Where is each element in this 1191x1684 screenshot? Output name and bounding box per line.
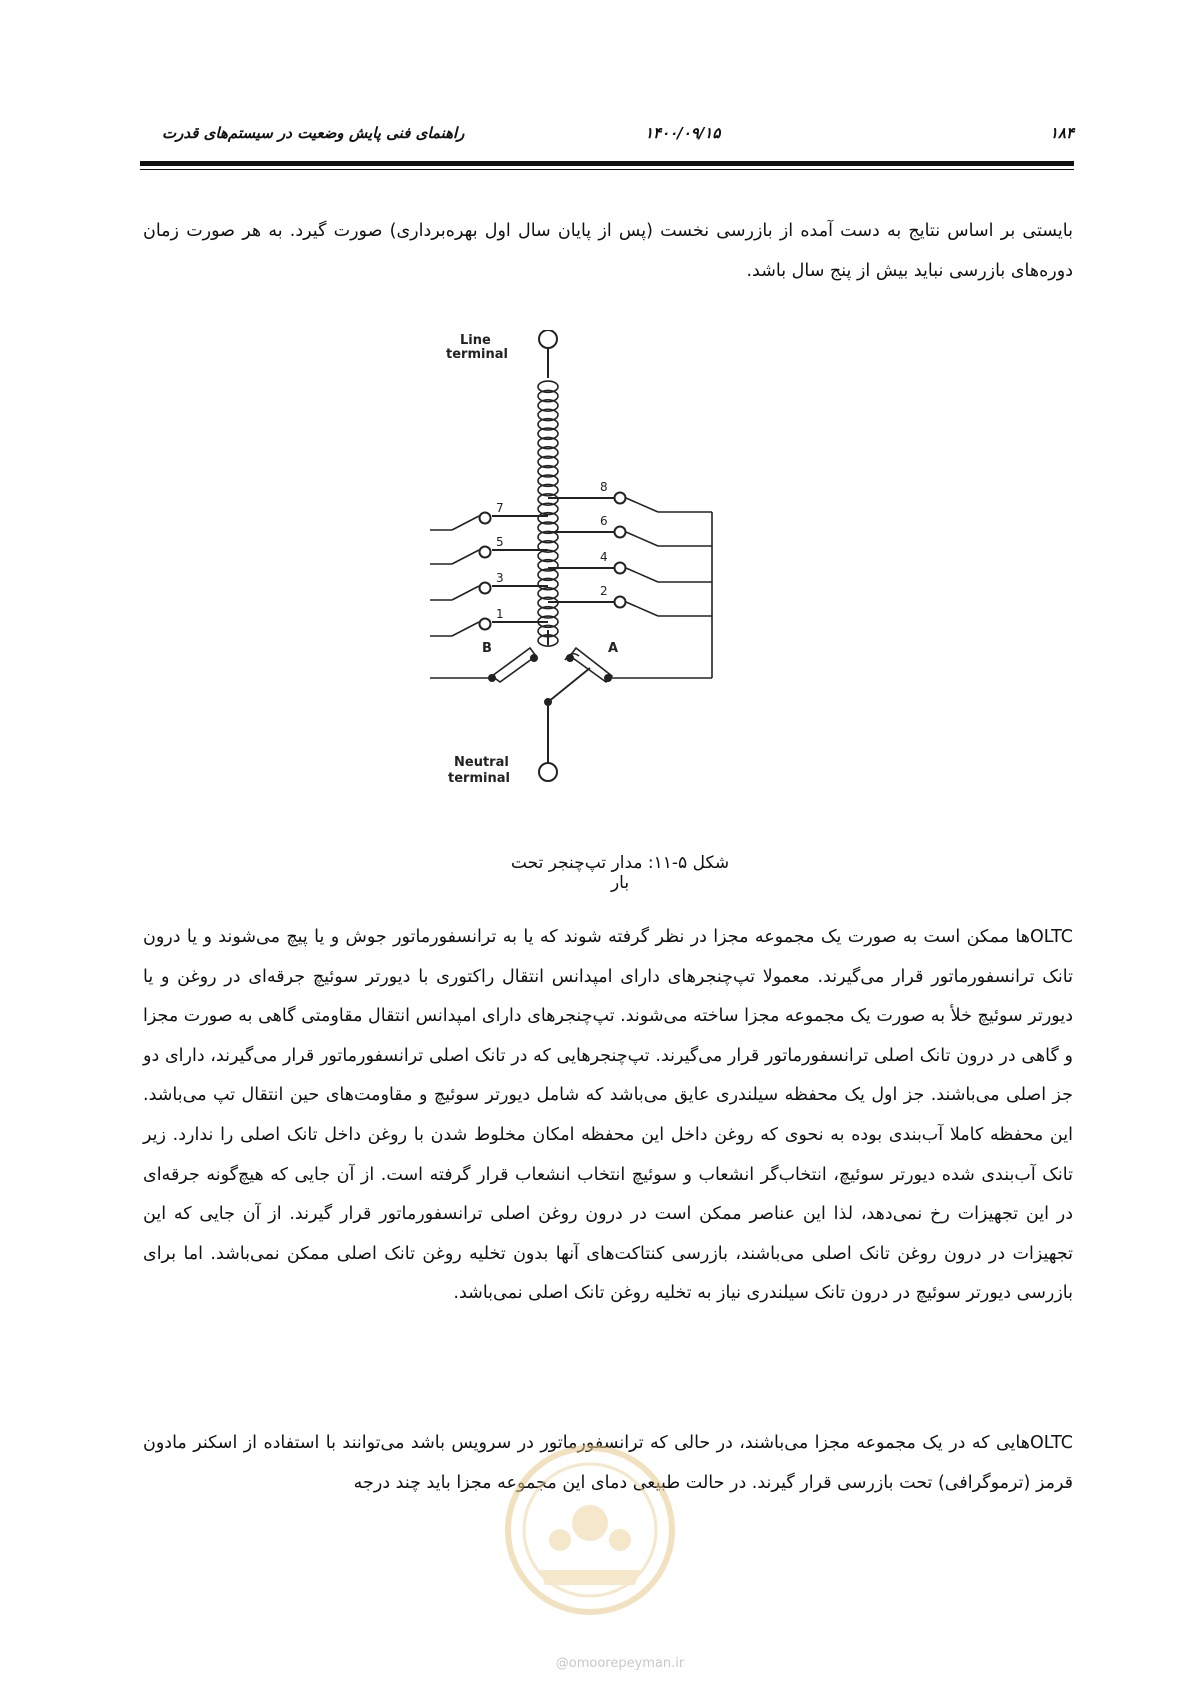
oltc-circuit-diagram bbox=[430, 330, 760, 850]
tap-contact-left bbox=[480, 619, 491, 630]
header-title: راهنمای فنی پایش وضعیت در سیستم‌های قدرت bbox=[162, 124, 465, 142]
tap-contact-right bbox=[615, 493, 626, 504]
selector-arm-left bbox=[452, 550, 479, 564]
selector-arm-right bbox=[626, 498, 658, 512]
neutral-terminal-label-2: terminal bbox=[448, 771, 510, 786]
page-header bbox=[140, 124, 1074, 164]
line-terminal-circle bbox=[539, 330, 557, 348]
watermark-seal bbox=[500, 1435, 680, 1625]
tap-contact-left bbox=[480, 513, 491, 524]
header-rule bbox=[140, 161, 1074, 166]
paragraph-oltc-types: OLTCها ممکن است به صورت یک مجموعه مجزا در نظر گرفته شوند که یا به ترانسفورماتور جوش و یا پیچ می‌شوند و یا درون تانک ترانسفورماتور قرار می‌گیرند. معمولا تپ‌چنجرهای دارای امپدانس انتقال راکتوری با دیورتر سوئیچ جرقه‌ای در روغن و یا دیورتر سوئیچ خلأ به صورت یک مجموعه مجزا ساخته می‌شوند. تپ‌چنجرهای دارای امپدانس انتقال مقاومتی گاهی به صورت مجزا و گاهی در درون تانک اصلی ترانسفورماتور قرار می‌گیرند. تپ‌چنجرهایی که در تانک اصلی ترانسفورماتور قرار می‌گیرند، دارای دو جز اصلی می‌باشند. جز اول یک محفظه سیلندری عایق می‌باشد که شامل دیورتر سوئیچ و مقاومت‌های حین انتقال تپ می‌باشد. این محفظه کاملا آب‌بندی بوده به نحوی که روغن داخل این محفظه امکان مخلوط شدن با روغن داخل تانک اصلی را ندارد. زیر تانک آب‌بندی شده دیورتر سوئیچ، انتخاب‌گر انشعاب و سوئیچ انتخاب انشعاب قرار گرفته است. از آن جایی که هیچ‌گونه جرقه‌ای در این تجهیزات رخ نمی‌دهد، لذا این عناصر ممکن است در درون روغن اصلی ترانسفورماتور قرار گیرند. از آن جایی که این تجهیزات در درون روغن تانک اصلی می‌باشند، بازرسی کنتاکت‌های آنها بدون تخلیه روغن تانک اصلی ممکن نمی‌باشد. اما برای بازرسی دیورتر سوئیچ در درون تانک سیلندری نیاز به تخلیه روغن تانک اصلی نمی‌باشد. bbox=[143, 927, 1073, 1304]
header-rule-thin bbox=[140, 169, 1074, 170]
page-number: ۱۸۴ bbox=[1049, 124, 1074, 142]
tap-label-right: 8 bbox=[600, 480, 608, 494]
selector-arm-left bbox=[452, 516, 479, 530]
tap-contact-left bbox=[480, 583, 491, 594]
tap-contact-right bbox=[615, 527, 626, 538]
paragraph-intro: بایستی بر اساس نتایج به دست آمده از بازرسی نخست (پس از پایان سال اول بهره‌برداری) صورت گیرد. به هر صورت زمان دوره‌های بازرسی نباید بیش از پنج سال باشد. bbox=[143, 221, 1073, 281]
selector-arm-left bbox=[452, 622, 479, 636]
header-date: ۱۴۰۰/۰۹/۱۵ bbox=[645, 124, 721, 142]
paragraph-thermography: OLTCهایی که در یک مجموعه مجزا می‌باشند، در حالی که ترانسفورماتور در سرویس باشد می‌توانند با استفاده از اسکنر مادون قرمز (ترموگرافی) تحت بازرسی قرار گیرند. در حالت طبیعی دمای این مجموعه مجزا باید چند درجه bbox=[143, 1433, 1073, 1493]
transformer-coil bbox=[538, 381, 558, 646]
tap-contact-right bbox=[615, 597, 626, 608]
neutral-terminal-circle bbox=[539, 763, 557, 781]
tap-contact-right bbox=[615, 563, 626, 574]
line-terminal-label: Line bbox=[460, 333, 491, 348]
diverter-label-b: B bbox=[482, 641, 492, 656]
figure-caption: شکل ۵-۱۱: مدار تپ‌چنجر تحت بار bbox=[510, 853, 730, 893]
diverter-contact-b bbox=[492, 648, 536, 682]
neutral-terminal-label: Neutral bbox=[454, 755, 509, 770]
neutral-switch-arm bbox=[548, 668, 590, 702]
tap-label-left: 3 bbox=[496, 571, 504, 585]
tap-label-right: 4 bbox=[600, 550, 608, 564]
node-b2 bbox=[531, 655, 537, 661]
selector-arm-left bbox=[452, 586, 479, 600]
website-footer: @omoorepeyman.ir bbox=[555, 1656, 685, 1671]
tap-label-left: 7 bbox=[496, 501, 504, 515]
diverter-label-a: A bbox=[608, 641, 619, 656]
line-terminal-label-2: terminal bbox=[446, 347, 508, 362]
selector-arm-right bbox=[626, 532, 658, 546]
tap-label-left: 5 bbox=[496, 535, 504, 549]
selector-arm-right bbox=[626, 568, 658, 582]
selector-arm-right bbox=[626, 602, 658, 616]
tap-label-right: 2 bbox=[600, 584, 608, 598]
tap-label-right: 6 bbox=[600, 514, 608, 528]
tap-label-left: 1 bbox=[496, 607, 504, 621]
tap-contact-left bbox=[480, 547, 491, 558]
node-a2 bbox=[567, 655, 573, 661]
